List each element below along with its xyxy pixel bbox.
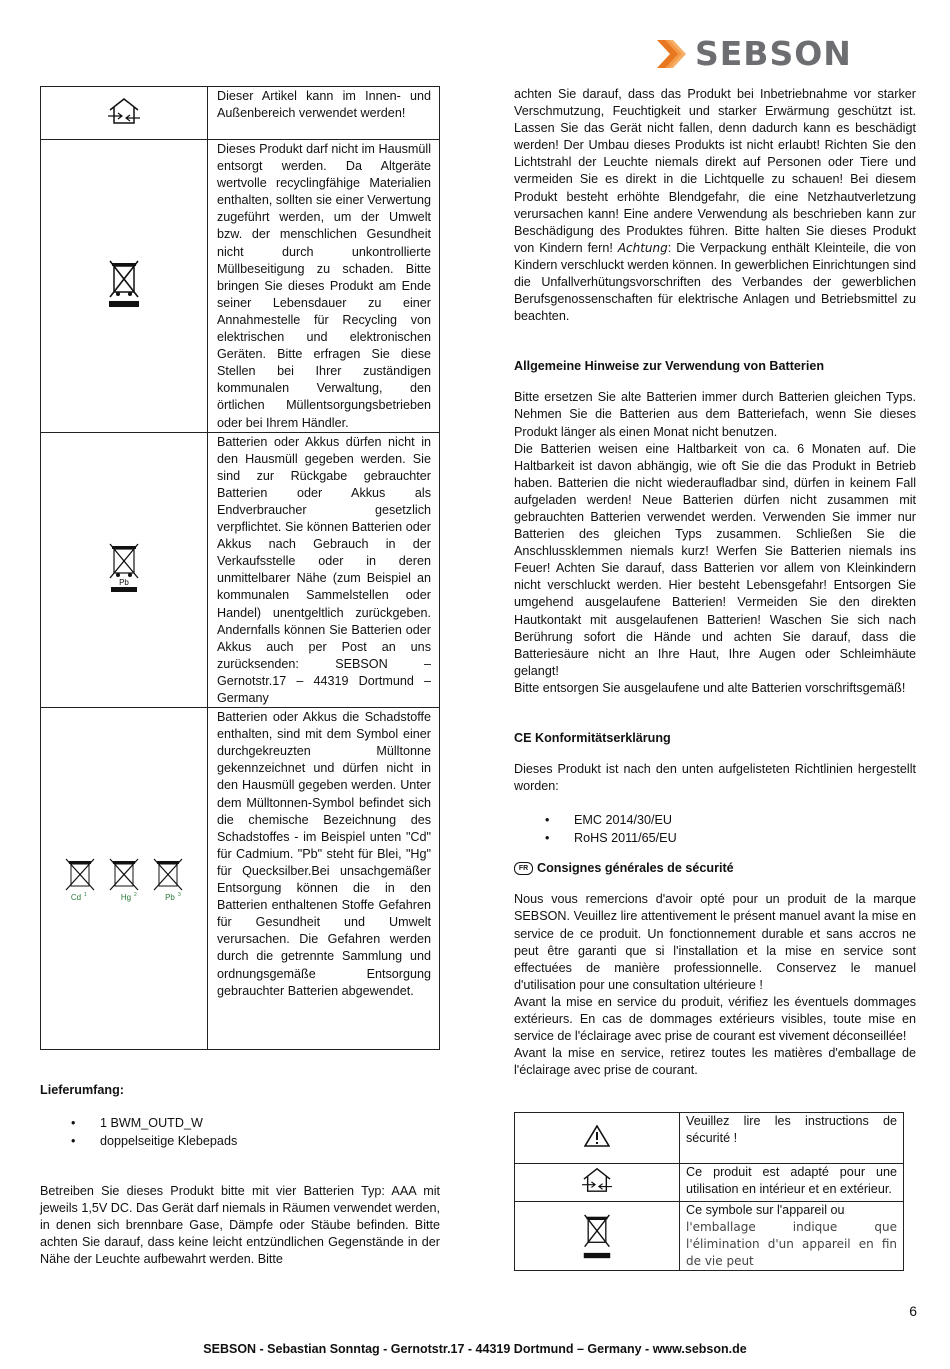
list-item: • EMC 2014/30/EU — [574, 811, 916, 829]
fr-symbols-table — [514, 1112, 904, 1271]
symbol-icon-cell — [41, 87, 208, 140]
svg-text:Pb: Pb — [165, 892, 175, 902]
left-paragraph: Betreiben Sie dieses Produkt bitte mit vier Batterien Typ: AAA mit jeweils 1,5V DC. Das Gerät darf niemals in Räumen verwendet werden, in denen sich brennbare Gase, Dämpfe oder Stäube befinden. Bitte achten Sie darauf, dass keine leicht entzündlichen Gegenstände in der Nähe der Leuchte aufbewahrt werden. Bitte — [40, 1184, 440, 1267]
crossed-bin-pb-small-icon — [150, 856, 186, 902]
symbol-row — [41, 708, 440, 1050]
symbol-text-cell — [208, 87, 440, 140]
symbol-text: Batterien oder Akkus die Schadstoffe enthalten, sind mit dem Symbol einer durchgekreuzten Mülltonne gekennzeichnet und dürfen nicht in den Hausmüll gegeben werden. Unter dem Mülltonnen-Symbol befindet sich die chemische Bezeichnung des Schadstoffes - im Beispiel unten "Cd" für Cadmium. "Pb" steht für Blei, "Hg" für Quecksilber.Bei unsachgemäßer Entsorgung können die in den Batterien enthaltenen Stoffe Gefahren für Gesundheit und Umwelt verursachen. Die Gefahren werden durch die getrennte Sammlung und ordnungsgemäße Entsorgung gebrauchter Batterien abgewendet. — [217, 710, 431, 998]
symbol-row — [515, 1202, 904, 1271]
symbol-icon-cell — [41, 708, 208, 1050]
intro-paragraph: achten Sie darauf, dass das Produkt bei Inbetriebnahme vor starker Verschmutzung, Feuchtigkeit und starker Erwärmung geschützt ist. Lassen Sie das Gerät nicht fallen, denn dadurch kann es beschädigt werden! Der Umbau dieses Produkts ist nicht erlaubt! Richten Sie den Lichtstrahl der Leuchte niemals direkt auf Personen oder Tiere und vermeiden Sie es direkt in die Lichtquelle zu schauen! Bei diesem Produkt besteht erhöhte Blendgefahr, die eine Netzhautverletzung verursachen kann! Eine andere Verwendung als beschrieben kann zur Beschädigung des Produktes führen. Bitte halten Sie dieses Produkt von Kindern fern! Achtung: Die Verpackung enthält Kleinteile, die von Kindern verschluckt werden können. In gewerblichen Einrichtungen sind die Unfallverhütungsvorschriften des Verbandes der gewerblichen Berufsgenossenschaften für elektrische Anlagen und Betriebsmittel zu beachten. — [514, 87, 916, 324]
svg-text:Hg: Hg — [120, 892, 132, 902]
symbol-row — [41, 140, 440, 433]
page-footer: SEBSON - Sebastian Sonntag - Gernotstr.17 - 44319 Dortmund – Germany - www.sebson.de — [203, 1342, 747, 1356]
list-item: • doppelseitige Klebepads — [100, 1132, 440, 1150]
symbol-text-cell — [680, 1202, 904, 1271]
batteries-heading: Allgemeine Hinweise zur Verwendung von Batterien — [514, 359, 825, 374]
crossed-bin-weee-icon — [107, 258, 141, 308]
symbol-icon-cell — [515, 1202, 680, 1271]
ce-paragraph: Dieses Produkt ist nach den unten aufgelisteten Richtlinien hergestellt worden: — [514, 762, 916, 794]
sebson-logo — [655, 34, 852, 73]
svg-text:Cd: Cd — [70, 892, 82, 902]
ce-list — [514, 811, 916, 847]
indoor-outdoor-house-icon — [579, 1166, 615, 1194]
svg-text:3: 3 — [178, 891, 181, 898]
fr-paragraph-1: Nous vous remercions d'avoir opté pour un produit de la marque SEBSON. Veuillez lire attentivement le présent manuel avant la mise en service de ce produit. Un fonctionnement durable et sans accros ne peut être garanti que si l'installation et la mise en service sont effectuées de manière professionnelle. Conservez le manuel d'utilisation pour une consultation ultérieure ! — [514, 892, 916, 992]
symbols-table — [40, 86, 440, 1050]
symbol-row — [41, 87, 440, 140]
fr-flag-icon: FR — [514, 862, 533, 875]
right-column — [514, 86, 916, 1271]
symbol-icon-cell — [41, 432, 208, 708]
symbol-row — [515, 1113, 904, 1164]
crossed-bin-cd-icon — [62, 856, 98, 902]
brand-name: SEBSON — [695, 34, 852, 73]
scope-heading: Lieferumfang: — [40, 1083, 124, 1098]
batteries-paragraph-1: Bitte ersetzen Sie alte Batterien immer durch Batterien gleichen Typs. Nehmen Sie die Batterien aus dem Batteriefach, wenn Sie dieses Produkt länger als einen Monat nicht benutzen. — [514, 390, 916, 439]
symbol-text-cell — [208, 432, 440, 708]
ce-heading: CE Konformitätserklärung — [514, 731, 671, 745]
symbol-icon-cell — [515, 1164, 680, 1202]
warning-triangle-icon — [584, 1125, 610, 1147]
symbol-text: Ce symbole sur l'appareil ou — [686, 1203, 845, 1218]
scope-list — [40, 1114, 440, 1150]
crossed-bin-pb-icon — [107, 541, 141, 593]
symbol-text-cell — [680, 1164, 904, 1202]
symbol-icon-cell — [41, 140, 208, 433]
svg-text:1: 1 — [84, 891, 87, 898]
symbol-row — [41, 432, 440, 708]
emphasis-text: Achtung — [617, 240, 668, 255]
fr-paragraph-2: Avant la mise en service du produit, vérifiez les éventuels dommages extérieurs. En cas de dommages extérieurs visibles, toute mise en service de l'éclairage avec prise de courant est vivement déconseillée! — [514, 994, 916, 1044]
symbol-text: Dieser Artikel kann im Innen- und Außenbereich verwendet werden! — [217, 89, 431, 121]
crossed-bin-weee-icon — [582, 1209, 612, 1265]
sebson-chevron-icon — [655, 37, 689, 71]
symbol-row — [515, 1164, 904, 1202]
symbol-text-continued: l'emballage indique que l'élimination d'un appareil en fin de vie peut — [686, 1220, 897, 1269]
pb-label: Pb — [119, 578, 129, 588]
svg-text:2: 2 — [134, 891, 137, 898]
symbol-text: Dieses Produkt darf nicht im Hausmüll entsorgt werden. Da Altgeräte wertvolle recyclingfähige Materialien enthalten, sollten sie einer Verwertung zugeführt werden, um der Umwelt bzw. der menschlichen Gesundheit nicht durch unkontrollierte Müllbeseitigung zu schaden. Bitte bringen Sie dieses Produkt am Ende seiner Lebensdauer zu einer Annahmestelle für Recycling von elektrischen und elektronischen Geräten. Bitte erfragen Sie diese Stellen bei Ihrer zuständigen kommunalen Verwaltung, den örtlichen Müllentsorgungsbetrieben oder bei Ihrem Händler. — [217, 142, 431, 430]
fr-paragraph-3: Avant la mise en service, retirez toutes les matières d'emballage de l'éclairage avec prise de courant. — [514, 1046, 916, 1078]
batteries-paragraph-3: Bitte entsorgen Sie ausgelaufene und alte Batterien vorschriftsgemäß! — [514, 680, 906, 695]
chemical-bins — [41, 856, 207, 902]
list-item: • RoHS 2011/65/EU — [574, 829, 916, 847]
symbol-text-cell — [208, 708, 440, 1050]
left-column — [40, 86, 440, 1269]
page-number: 6 — [909, 1303, 917, 1319]
fr-heading: FR Consignes générales de sécurité — [514, 861, 916, 875]
symbol-icon-cell — [515, 1113, 680, 1164]
crossed-bin-hg-icon — [106, 856, 142, 902]
list-item: • 1 BWM_OUTD_W — [100, 1114, 440, 1132]
batteries-paragraph-2: Die Batterien weisen eine Haltbarkeit von ca. 6 Monaten auf. Die Haltbarkeit ist davon abhängig, wie oft Sie die das Produkt in Betrieb haben. Batterien die nicht wiederaufladbar sind, dürfen in keinem Fall aufgeladen werden! Neue Batterien dürfen nicht zusammen mit gebrauchten Batterien verwendet werden. Verwenden Sie immer nur Batterien des gleichen Typs zusammen. Schließen Sie die Anschlussklemmen niemals kurz! Werfen Sie Batterien niemals ins Feuer! Achten Sie darauf, dass Batterien vor allem von Kleinkindern nicht verschluckt werden. Hier besteht Lebensgefahr! Entsorgen Sie umgehend ausgelaufene Batterien! Vermeiden Sie den direkten Hautkontakt mit ausgelaufenen Batterien! Waschen Sie sich nach Berührung sofort die Hände und achten Sie darauf, dass die Batteriesäure nicht an Ihre Haut, Ihre Augen oder Schleimhäute gelangt! — [514, 441, 916, 678]
symbol-text-cell — [208, 140, 440, 433]
indoor-outdoor-house-icon — [106, 96, 142, 126]
symbol-text: Veuillez lire les instructions de sécurité ! — [686, 1114, 897, 1146]
symbol-text: Batterien oder Akkus dürfen nicht in den Hausmüll gegeben werden. Sie sind zur Rückgabe gebrauchter Batterien oder Akkus als Endverbraucher gesetzlich verpflichtet. Sie können Batterien oder Akkus nach Gebrauch in der Verkaufsstelle oder in deren unmittelbarer Nähe (zum Beispiel an kommunalen Sammelstellen oder Handel) unentgeltlich zurückgeben. Andernfalls können Sie Batterien oder Akkus auch per Post an uns zurücksenden: SEBSON – Gernotstr.17 – 44319 Dortmund – Germany — [217, 434, 431, 705]
symbol-text-cell — [680, 1113, 904, 1164]
symbol-text: Ce produit est adapté pour une utilisation en intérieur et en extérieur. — [686, 1165, 897, 1197]
